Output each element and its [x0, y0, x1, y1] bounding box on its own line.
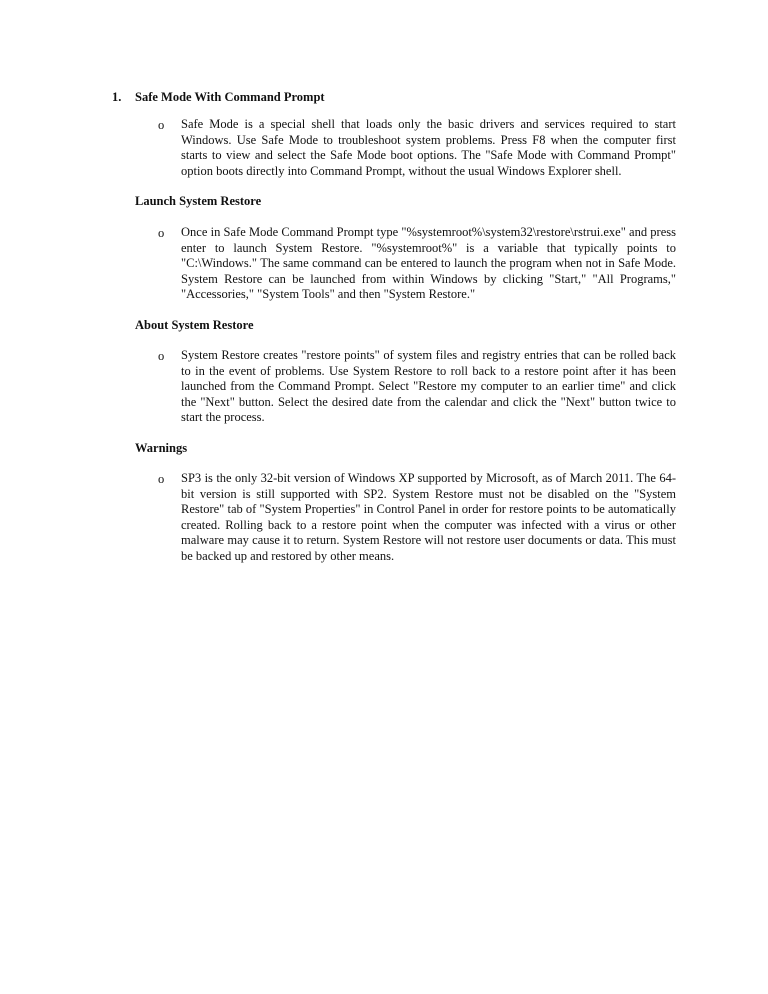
about-system-restore-heading: About System Restore [135, 318, 254, 332]
warnings-paragraph: SP3 is the only 32-bit version of Windows XP supported by Microsoft, as of March 2011. The 64-bit version is still supported with SP2. System Restore must not be disabled on the "System Restore" tab of "System Properties" in Control Panel in order for restore points to be automatically created. Rolling back to a restore point when the computer was infected with a virus or other malware may cause it to return. System Restore will not restore user documents or data. This must be backed up and restored by other means. [181, 471, 676, 563]
safe-mode-paragraph: Safe Mode is a special shell that loads only the basic drivers and services required to start Windows. Use Safe Mode to troubleshoot system problems. Press F8 when the computer first starts to view and select the Safe Mode boot options. The "Safe Mode with Command Prompt" option boots directly into Command Prompt, without the usual Windows Explorer shell. [181, 117, 676, 178]
section-title: Safe Mode With Command Prompt [135, 90, 325, 104]
launch-system-restore-heading: Launch System Restore [135, 194, 262, 208]
about-system-restore-paragraph: System Restore creates "restore points" of system files and registry entries that can be rolled back to in the event of problems. Use System Restore to roll back to a restore point after it has been launched from the Command Prompt. Select "Restore my computer to an earlier time" and click the "Next" button. Select the desired date from the calendar and click the "Next" button twice to start the process. [181, 348, 676, 424]
launch-system-restore-paragraph: Once in Safe Mode Command Prompt type "%systemroot%\system32\restore\rstrui.exe" and press enter to launch System Restore. "%systemroot%" is a variable that typically points to "C:\Windows." The same command can be entered to launch the program when not in Safe Mode. System Restore can be launched from within Windows by clicking "Start," "All Programs," "Accessories," "System Tools" and then "System Restore." [181, 225, 676, 301]
bullet-marker: o [158, 349, 165, 363]
section-number: 1. [112, 90, 122, 104]
bullet-marker: o [158, 472, 165, 486]
bullet-marker: o [158, 226, 165, 240]
bullet-marker: o [158, 118, 165, 132]
section-heading [112, 89, 325, 105]
warnings-heading: Warnings [135, 441, 188, 455]
